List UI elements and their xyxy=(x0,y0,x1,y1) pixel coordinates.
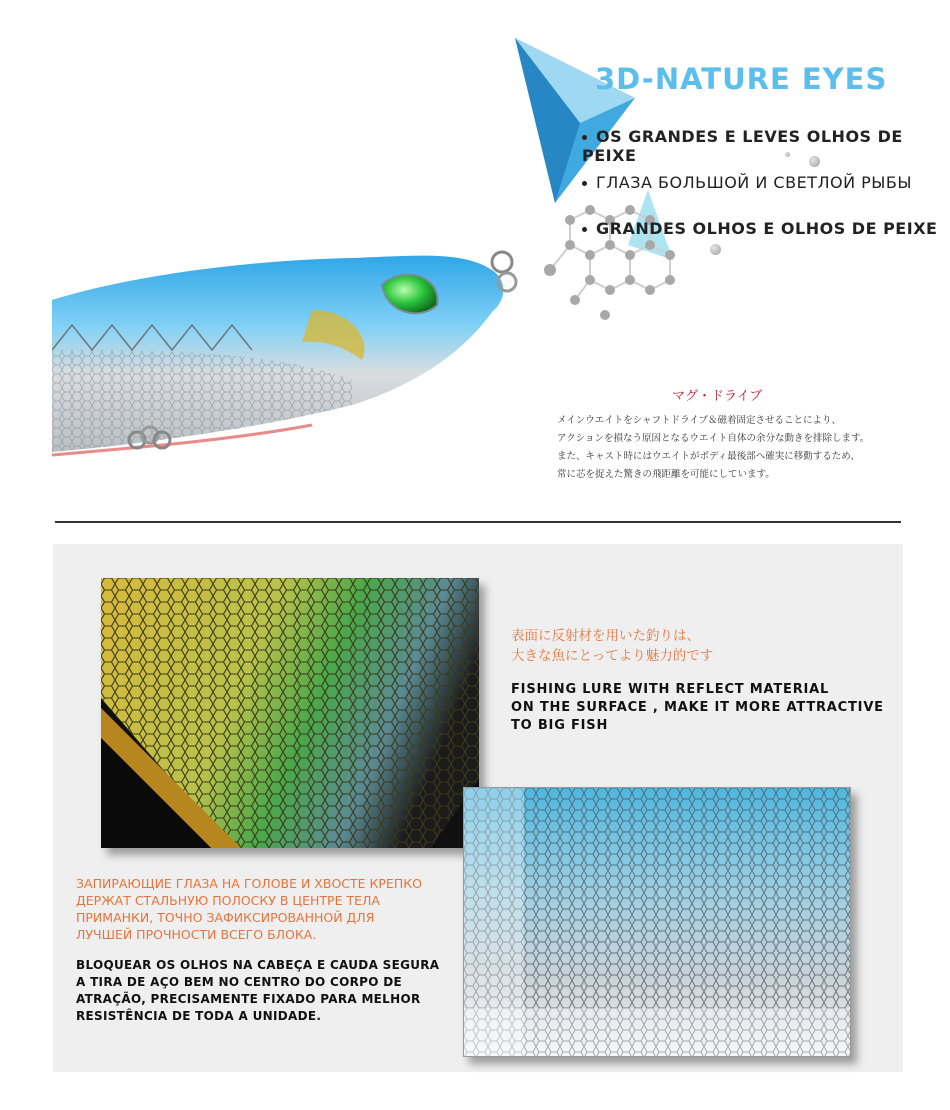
reflect-en-line: TO BIG FISH xyxy=(511,718,609,733)
jp-block-line: アクションを損なう原因となるウエイト自体の余分な動きを排除します。 xyxy=(557,433,870,444)
feature-bullet: OS GRANDES E LEVES OLHOS DE PEIXE xyxy=(582,127,903,165)
reflect-jp-line: 表面に反射材を用いた釣りは、 xyxy=(511,628,700,644)
reflect-en-line: FISHING LURE WITH REFLECT MATERIAL xyxy=(511,682,830,697)
bullet-icon xyxy=(582,135,587,140)
fishing-lure-image xyxy=(52,230,522,490)
hero-section xyxy=(0,0,950,520)
lock-ru-line: ДЕРЖАТ СТАЛЬНУЮ ПОЛОСКУ В ЦЕНТРЕ ТЕЛА xyxy=(76,893,380,908)
reflect-en-line: ON THE SURFACE , MAKE IT MORE ATTRACTIVE xyxy=(511,700,884,715)
lock-ru-line: ПРИМАНКИ, ТОЧНО ЗАФИКСИРОВАННОЙ ДЛЯ xyxy=(76,910,375,925)
lock-pt-line: RESISTÊNCIA DE TODA A UNIDADE. xyxy=(76,1009,322,1023)
jp-block-line: メインウエイトをシャフトドライブ＆磁着固定させることにより、 xyxy=(557,415,842,426)
lock-ru-line: ЛУЧШЕЙ ПРОЧНОСТИ ВСЕГО БЛОКА. xyxy=(76,927,317,942)
reflect-jp-line: 大きな魚にとってより魅力的です xyxy=(511,648,714,664)
lock-ru-line: ЗАПИРАЮЩИЕ ГЛАЗА НА ГОЛОВЕ И ХВОСТЕ КРЕПКО xyxy=(76,876,422,891)
lock-pt-line: A TIRA DE AÇO BEM NO CENTRO DO CORPO DE xyxy=(76,975,402,989)
bullet-icon xyxy=(582,181,587,186)
feature-bullet: GRANDES OLHOS E OLHOS DE PEIXE xyxy=(582,219,937,238)
feature-bullet: ГЛАЗА БОЛЬШОЙ И СВЕТЛОЙ РЫБЫ xyxy=(582,173,912,192)
lock-pt-line: BLOQUEAR OS OLHOS NA CABEÇA E CAUDA SEGURA xyxy=(76,958,440,972)
jp-block-line: 常に芯を捉えた驚きの飛距離を可能にしています。 xyxy=(557,469,775,480)
jp-block-title: マグ・ドライブ xyxy=(672,389,763,404)
steel-scales-photo xyxy=(463,787,851,1057)
lock-pt-line: ATRAÇÃO, PRECISAMENTE FIXADO PARA MELHOR xyxy=(76,992,421,1006)
bullet-icon xyxy=(582,227,587,232)
feature-title: 3D-NATURE EYES xyxy=(595,62,888,96)
jp-block-line: また、キャスト時にはウエイトがボディ最後部へ確実に移動するため、 xyxy=(557,451,860,462)
reflect-scales-photo xyxy=(101,578,479,848)
decor-dot xyxy=(710,244,721,255)
section-divider xyxy=(55,521,901,523)
